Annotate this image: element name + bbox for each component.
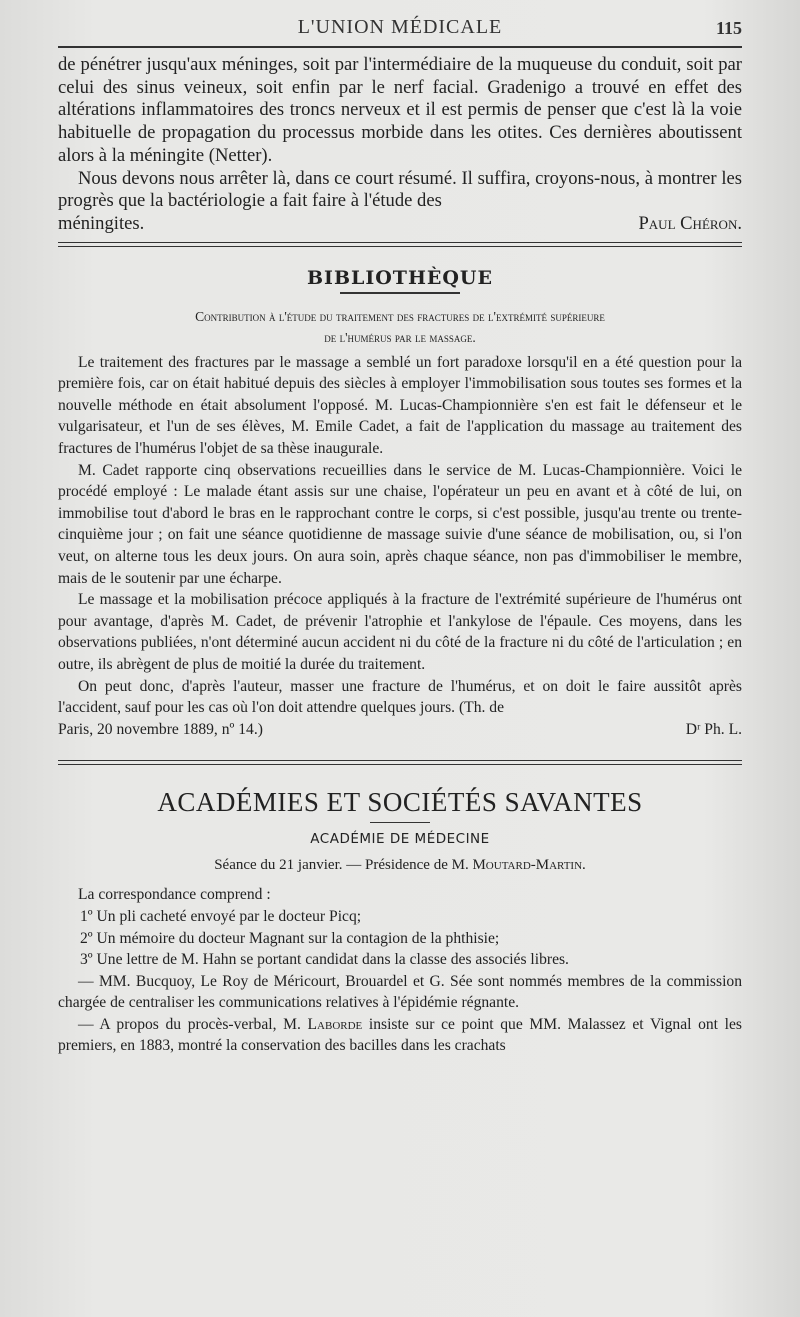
- list-item: 2º Un mémoire du docteur Magnant sur la contagion de la phthisie;: [80, 929, 500, 947]
- running-head: [58, 10, 742, 42]
- review-heading-line-2: de l'humérus par le massage.: [324, 329, 476, 345]
- review-paragraph-1: Le traitement des fractures par le massage a semblé un fort paradoxe lorsqu'il en a été question pour la première fois, car on était habitué depuis des siècles à employer l'immobilisation sous toutes ses formes et la nouvelle méthode en était absolument l'opposé. M. Lucas-Championnière s'en est fait le défenseur et le vulgarisateur, et l'un de ses élèves, M. Emile Cadet, a fait de l'application du massage au traitement des fractures de l'humérus l'objet de sa thèse inaugurale.: [58, 353, 742, 457]
- correspondence-intro: La correspondance comprend :: [78, 886, 271, 904]
- commission-paragraph: — MM. Bucquoy, Le Roy de Méricourt, Brouardel et G. Sée sont nommés membres de la commission chargée de centraliser les communications relatives à l'épidémie régnante.: [58, 972, 742, 1012]
- seance-line: [58, 857, 742, 874]
- title-underline: [340, 292, 460, 294]
- conclusion-last-line: [58, 213, 742, 236]
- academies-title: ACADÉMIES ET SOCIÉTÉS SAVANTES: [157, 787, 643, 818]
- review-heading: [58, 306, 742, 348]
- academies-section: [58, 787, 742, 1057]
- header-rule: [58, 46, 742, 48]
- continued-paragraph: de pénétrer jusqu'aux méninges, soit par l'intermédiaire de la muqueuse du conduit, soit par celui des sinus veineux, soit enfin par le nerf facial. Gradenigo a trouvé en effet des altérations inflammatoires des troncs nerveux et il est permis de penser que c'est là la voie habituelle de propagation du processus morbide dans les otites. Ces dernières aboutissent alors à la méningite (Netter).: [58, 54, 742, 166]
- section-divider-2: [58, 760, 742, 765]
- pv-text: insiste sur ce point que MM. Malassez et Vignal ont les premiers, en 1883, montré la conservation des bacilles dans les crachats: [58, 1015, 742, 1055]
- seance-date: Séance du 21 janvier. — Présidence de M.: [214, 857, 473, 874]
- section-divider: [58, 242, 742, 247]
- review-paragraph-3: Le massage et la mobilisation précoce appliqués à la fracture de l'extrémité supérieure de l'humérus ont pour avantage, d'après M. Cadet, de prévenir l'atrophie et l'ankylose de l'épaule. Ces moyens, dans les observations publiées, n'ont déterminé aucun accident ni du côté de la fracture ni du côté de l'articulation ; en outre, ils abrègent de plus de moitié la durée du traitement.: [58, 591, 742, 673]
- review-heading-line-1: Contribution à l'étude du traitement des fractures de l'extrémité supérieure: [195, 308, 605, 324]
- list-item: 3º Une lettre de M. Hahn se portant candidat dans la classe des associés libres.: [80, 951, 569, 969]
- bibliotheque-title: BIBLIOTHÈQUE: [307, 266, 493, 289]
- page-number: 115: [715, 18, 742, 38]
- academie-medecine-heading: ACADÉMIE DE MÉDECINE: [310, 831, 490, 848]
- conclusion-last-word: méningites.: [58, 212, 145, 234]
- review-last-line: [58, 719, 742, 741]
- review-paragraph-4: On peut donc, d'après l'auteur, masser une fracture de l'humérus, et on doit le faire aussitôt après l'accident, sauf pour les cas où l'on doit attendre quelques jours. (Th. de: [58, 677, 742, 717]
- conclusion-paragraph: Nous devons nous arrêter là, dans ce court résumé. Il suffira, croyons-nous, à montrer les progrès que la bactériologie a fait faire à l'étude des: [58, 167, 742, 212]
- continued-article: [58, 54, 742, 236]
- pv-speaker: Laborde: [307, 1015, 363, 1033]
- pv-prefix: — A propos du procès-verbal, M.: [78, 1015, 308, 1033]
- review-citation: Paris, 20 novembre 1889, nº 14.): [58, 720, 263, 738]
- seance-president: Moutard-Martin.: [472, 857, 586, 874]
- review-signature: Dʳ Ph. L.: [685, 720, 742, 738]
- bibliotheque-section: [58, 267, 742, 741]
- review-paragraph-2: M. Cadet rapporte cinq observations recueillies dans le service de M. Lucas-Championnière. Voici le procédé employé : Le malade étant assis sur une chaise, l'opérateur un peu en avant et à côté de lui, on immobilise tout d'abord le bras en le rapprochant contre le corps, si c'est possible, jusqu'au trente ou trente-cinquième jour ; on fait une séance quotidienne de massage suivie d'une séance de mobilisation, ou, si l'on veut, on alterne tous les deux jours. On aura soin, après chaque séance, non pas d'immobiliser le membre, mais de le soutenir par une écharpe.: [58, 461, 742, 587]
- proces-verbal-paragraph: [58, 1014, 742, 1057]
- article-author: Paul Chéron.: [638, 212, 742, 234]
- academies-underline: [370, 822, 430, 823]
- list-item: 1º Un pli cacheté envoyé par le docteur Picq;: [80, 907, 362, 925]
- journal-title: L'UNION MÉDICALE: [297, 16, 503, 38]
